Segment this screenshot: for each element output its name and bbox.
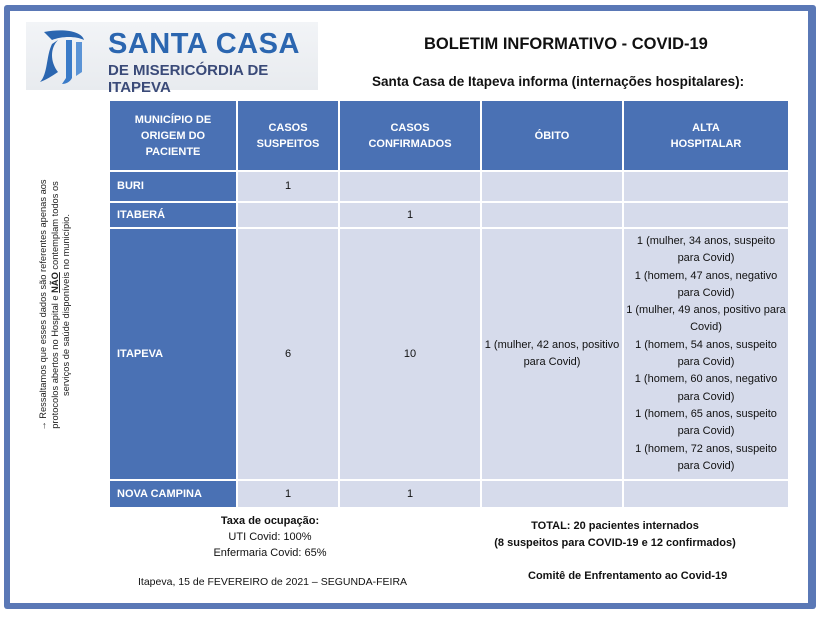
cell-municipio: ITAPEVA xyxy=(109,228,237,480)
committee-name: Comitê de Enfrentamento ao Covid-19 xyxy=(528,570,728,582)
table-row xyxy=(109,228,789,480)
logo-title: SANTA CASA xyxy=(108,28,300,60)
table-row xyxy=(109,202,789,228)
occupancy-title: Taxa de ocupação: xyxy=(220,515,320,527)
cell-suspeitos xyxy=(237,202,339,228)
alta-entry: 1 (homem, 54 anos, suspeito para Covid) xyxy=(635,338,777,369)
alta-entry: 1 (mulher, 34 anos, suspeito para Covid) xyxy=(636,235,776,265)
alta-entry: 1 (homem, 65 anos, suspeito para Covid) xyxy=(635,407,777,438)
table-row xyxy=(109,480,789,508)
cell-confirmados: 1 xyxy=(339,202,481,228)
santa-casa-logo-icon xyxy=(36,28,92,86)
bulletin-subtitle: Santa Casa de Itapeva informa (internações hospitalares): xyxy=(372,74,745,89)
cell-confirmados: 1 xyxy=(339,480,481,508)
occupancy-uti: UTI Covid: 100% xyxy=(228,531,312,543)
hospitalization-table xyxy=(108,99,790,509)
alta-entry: 1 (homem, 72 anos, suspeito para Covid) xyxy=(635,442,777,472)
disclaimer-text-2: contemplam todos os serviços de saúde disponíveis no município. xyxy=(49,181,71,396)
header-obito: ÓBITO xyxy=(481,100,623,171)
total-summary xyxy=(470,518,760,552)
cell-municipio: BURI xyxy=(109,171,237,202)
cell-obito xyxy=(481,202,623,228)
cell-alta xyxy=(623,171,789,202)
cell-obito: 1 (mulher, 42 anos, positivo para Covid) xyxy=(481,228,623,480)
cell-obito xyxy=(481,480,623,508)
table-row xyxy=(109,171,789,202)
cell-confirmados: 10 xyxy=(339,228,481,480)
cell-municipio: NOVA CAMPINA xyxy=(109,480,237,508)
occupancy-enfermaria: Enfermaria Covid: 65% xyxy=(213,547,327,559)
cell-obito xyxy=(481,171,623,202)
logo-subtitle: DE MISERICÓRDIA DE ITAPEVA xyxy=(108,62,269,96)
header-municipio: MUNICÍPIO DE ORIGEM DO PACIENTE xyxy=(109,100,237,171)
bulletin-title: BOLETIM INFORMATIVO - COVID-19 xyxy=(424,35,708,53)
alta-entry: 1 (homem, 47 anos, negativo para Covid) xyxy=(634,269,778,299)
cell-suspeitos: 1 xyxy=(237,171,339,202)
cell-suspeitos: 6 xyxy=(237,228,339,480)
cell-alta xyxy=(623,228,789,480)
disclaimer-text-1: → Ressaltamos que esses dados são referentes apenas aos protocolos abertos no Hospital e xyxy=(38,179,60,431)
total-line-1: TOTAL: 20 pacientes internados xyxy=(531,520,699,532)
cell-confirmados xyxy=(339,171,481,202)
table-header-row xyxy=(109,100,789,171)
total-line-2: (8 suspeitos para COVID-19 e 12 confirmados) xyxy=(494,537,736,549)
side-disclaimer xyxy=(38,170,73,440)
cell-municipio: ITABERÁ xyxy=(109,202,237,228)
bulletin-date: Itapeva, 15 de FEVEREIRO de 2021 – SEGUNDA-FEIRA xyxy=(138,576,408,588)
alta-entry: 1 (homem, 60 anos, negativo para Covid) xyxy=(634,373,778,403)
occupancy-rate xyxy=(190,513,350,561)
alta-entry: 1 (mulher, 49 anos, positivo para Covid) xyxy=(626,304,786,334)
cell-suspeitos: 1 xyxy=(237,480,339,508)
header-confirmados: CASOS CONFIRMADOS xyxy=(339,100,481,171)
header-suspeitos: CASOS SUSPEITOS xyxy=(237,100,339,171)
cell-alta xyxy=(623,480,789,508)
hospital-logo xyxy=(26,22,318,96)
header-alta: ALTA HOSPITALAR xyxy=(623,100,789,171)
disclaimer-emphasis: NÃO xyxy=(49,272,60,293)
cell-alta xyxy=(623,202,789,228)
